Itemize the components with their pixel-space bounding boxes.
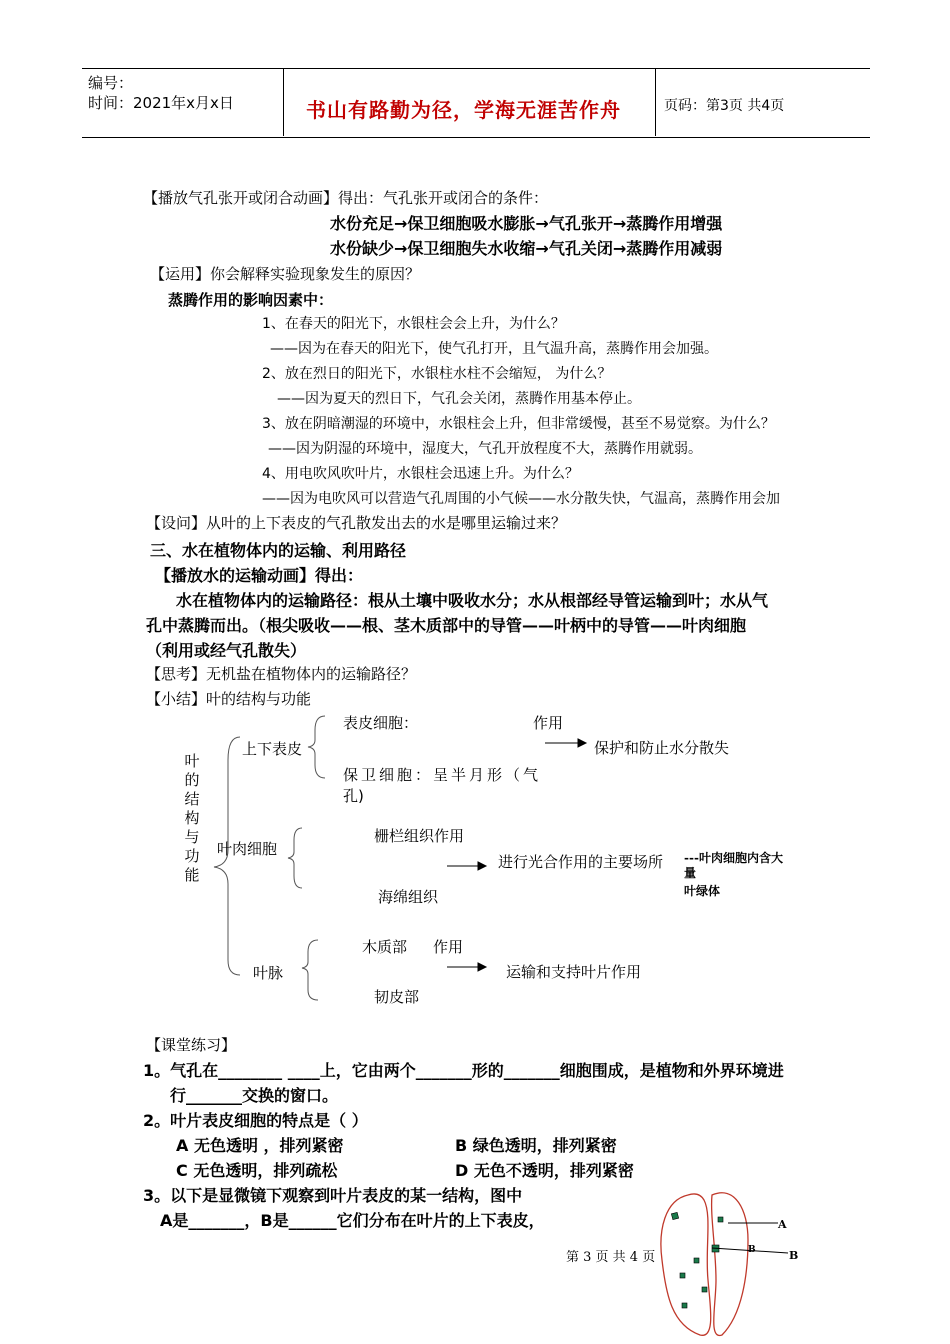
exercise-1-line-2: 行_______交换的窗口。	[170, 1086, 339, 1105]
exercise-2-question: 2。叶片表皮细胞的特点是（ ）	[143, 1111, 368, 1130]
doc-date-label: 时间：2021年x月x日	[88, 94, 234, 112]
exercise-3-line-1: 3。以下是显微镜下观察到叶片表皮的某一结构，图中	[143, 1186, 523, 1205]
function-label-2: 作用	[433, 938, 464, 956]
node-spongy: 海绵组织	[378, 888, 439, 906]
header-motto: 书山有路勤为径，学海无涯苦作舟	[306, 98, 621, 122]
section-3-title: 三、水在植物体内的运输、利用路径	[150, 541, 407, 560]
figure-label-b: B	[789, 1249, 799, 1262]
option-c: C 无色透明，排列疏松	[176, 1161, 338, 1180]
question-4: 4、用电吹风吹叶片，水银柱会迅速上升。为什么？	[262, 466, 579, 482]
stomata-sketch	[650, 1185, 810, 1340]
answer-3: ——因为阴湿的环境中，湿度大，气孔开放程度不大，蒸腾作用就弱。	[268, 441, 702, 457]
path-line-2: 孔中蒸腾而出。（根尖吸收——根、茎木质部中的导管——叶柄中的导管——叶肉细胞	[146, 616, 747, 635]
exercise-heading: 【课堂练习】	[146, 1036, 237, 1054]
condition-close: 水份缺少→保卫细胞失水收缩→气孔关闭→蒸腾作用减弱	[330, 239, 723, 258]
node-protect: 保护和防止水分散失	[594, 739, 730, 757]
hand-note-line-1: ---叶肉细胞内含大	[684, 851, 783, 865]
answer-4: ——因为电吹风可以营造气孔周围的小气候——水分散失快，气温高，蒸腾作用会加	[262, 491, 780, 507]
figure-label-b-small: B	[748, 1245, 756, 1255]
question-3: 3、放在阴暗潮湿的环境中，水银柱会上升，但非常缓慢，甚至不易觉察。为什么？	[262, 416, 775, 432]
factors-heading: 蒸腾作用的影响因素中：	[168, 291, 334, 309]
option-d: D 无色不透明，排列紧密	[455, 1161, 634, 1180]
ask-heading: 【设问】从叶的上下表皮的气孔散发出去的水是哪里运输过来？	[146, 514, 567, 532]
function-label-1: 作用	[533, 714, 564, 732]
header-page-label: 页码：第3页 共4页	[664, 98, 785, 114]
think-heading: 【思考】无机盐在植物体内的运输路径？	[146, 665, 417, 683]
node-guard-cell: 保卫细胞：呈半月形（气	[343, 766, 542, 784]
node-vein: 叶脉	[253, 964, 284, 982]
anim-conclusion: 【播放气孔张开或闭合动画】得出：气孔张开或闭合的条件：	[143, 189, 549, 207]
anim2-heading: 【播放水的运输动画】得出：	[155, 566, 364, 585]
condition-open: 水份充足→保卫细胞吸水膨胀→气孔张开→蒸腾作用增强	[330, 214, 723, 233]
hand-note-line-2: 量	[684, 866, 697, 880]
node-photosynthesis: 进行光合作用的主要场所	[498, 853, 664, 871]
node-palisade: 栅栏组织作用	[374, 827, 465, 845]
hand-note-line-3: 叶绿体	[684, 884, 721, 898]
path-line-1: 水在植物体内的运输路径：根从土壤中吸收水分；水从根部经导管运输到叶；水从气	[176, 591, 769, 610]
question-2: 2、放在烈日的阳光下，水银柱水柱不会缩短， 为什么？	[262, 366, 612, 382]
apply-heading: 【运用】你会解释实验现象发生的原因？	[150, 265, 421, 283]
node-xylem: 木质部	[362, 938, 408, 956]
node-transport: 运输和支持叶片作用	[506, 963, 642, 981]
diagram-root: 叶的结构与功能	[184, 752, 200, 884]
answer-1: ——因为在春天的阳光下，使气孔打开，且气温升高，蒸腾作用会加强。	[270, 341, 718, 357]
summary-heading: 【小结】叶的结构与功能	[146, 690, 312, 708]
option-b: B 绿色透明，排列紧密	[455, 1136, 617, 1155]
doc-number-label: 编号：	[88, 74, 134, 92]
node-guard-cell-cont: 孔)	[343, 787, 364, 805]
exercise-3-line-2: A是_______，B是______它们分布在叶片的上下表皮，	[160, 1211, 545, 1230]
option-a: A 无色透明 ，排列紧密	[176, 1136, 344, 1155]
answer-2: ——因为夏天的烈日下，气孔会关闭，蒸腾作用基本停止。	[277, 391, 641, 407]
figure-label-a: A	[778, 1218, 787, 1231]
node-phloem: 韧皮部	[374, 988, 420, 1006]
node-epidermis: 上下表皮	[242, 740, 303, 758]
node-epidermal-cell: 表皮细胞：	[343, 714, 419, 732]
question-1: 1、在春天的阳光下，水银柱会会上升，为什么？	[262, 316, 565, 332]
exercise-1-line-1: 1。气孔在________ ____上，它由两个_______形的_______细胞围成，是植物和外界环境进	[143, 1061, 784, 1080]
path-line-3: （利用或经气孔散失）	[146, 641, 307, 660]
footer-page-number: 第 3 页 共 4 页	[566, 1250, 656, 1265]
node-mesophyll: 叶肉细胞	[217, 840, 278, 858]
